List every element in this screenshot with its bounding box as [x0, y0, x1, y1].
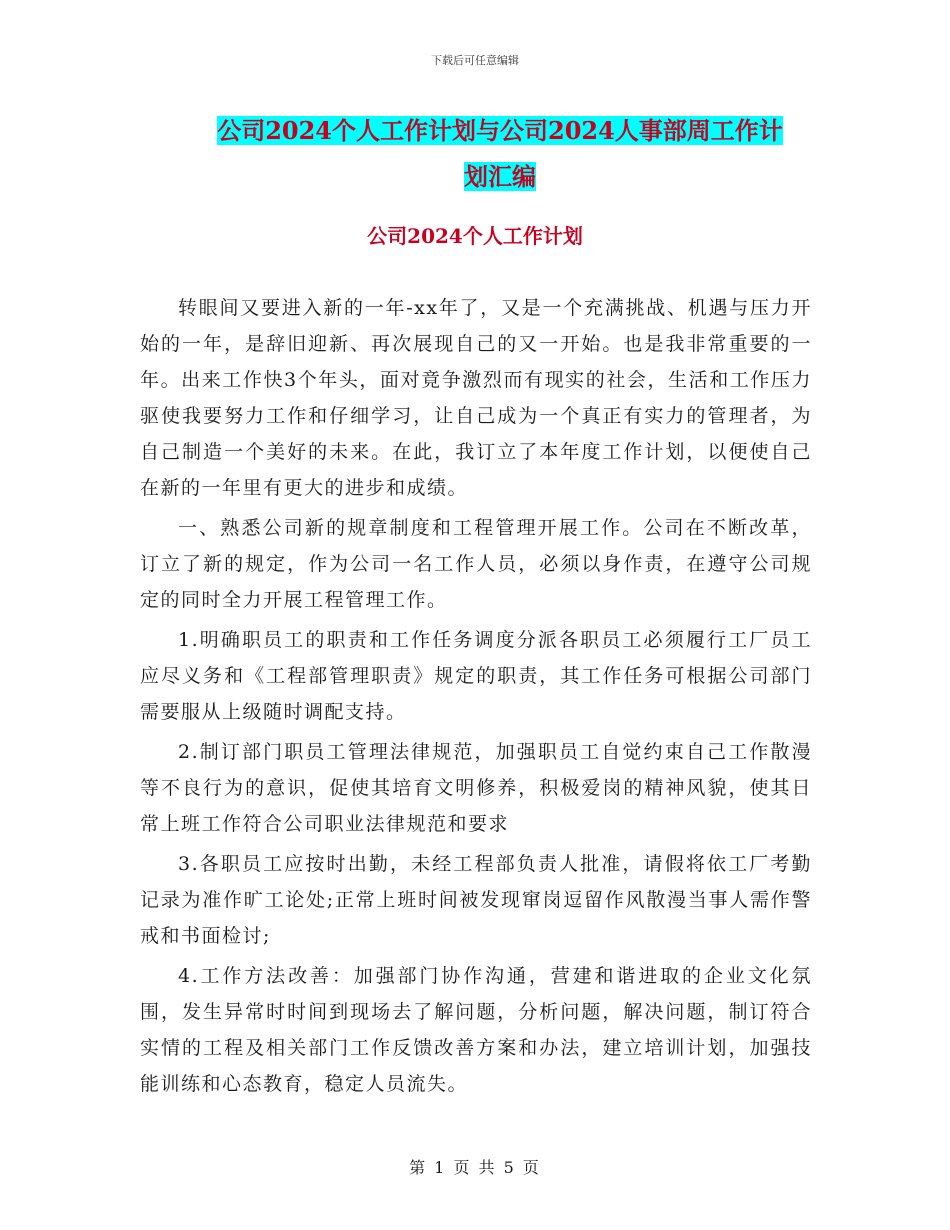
document-title-line1: 公司2024个人工作计划与公司2024人事部周工作计	[217, 116, 783, 145]
section-heading: 公司2024个人工作计划	[367, 224, 583, 248]
paragraph-item-3: 3.各职员工应按时出勤，未经工程部负责人批准，请假将依工厂考勤记录为准作旷工论处;正常上班时间被发现窜岗逗留作风散漫当事人需作警戒和书面检讨;	[140, 853, 812, 947]
paragraph-item-2: 2.制订部门职员工管理法律规范，加强职员工自觉约束自己工作散漫等不良行为的意识，促使其培育文明修养，积极爱岗的精神风貌，使其日常上班工作符合公司职业法律规范和要求	[140, 741, 812, 835]
paragraph-item-4: 4.工作方法改善：加强部门协作沟通，营建和谐进取的企业文化氛围，发生异常时时间到现场去了解问题，分析问题，解决问题，制订符合实情的工程及相关部门工作反馈改善方案和办法，建立培训计划，加强技能训练和心态教育，稳定人员流失。	[140, 965, 812, 1095]
page-header-note: 下载后可任意编辑	[431, 54, 519, 67]
page-number-footer: 第 1 页 共 5 页	[409, 1158, 541, 1177]
document-title	[190, 108, 810, 200]
document-title-line2: 划汇编	[464, 162, 536, 191]
paragraph-item-1: 1.明确职员工的职责和工作任务调度分派各职员工必须履行工厂员工应尽义务和《工程部管理职责》规定的职责，其工作任务可根据公司部门需要服从上级随时调配支持。	[140, 629, 812, 723]
paragraph-point-one: 一、熟悉公司新的规章制度和工程管理开展工作。公司在不断改革，订立了新的规定，作为公司一名工作人员，必须以身作责，在遵守公司规定的同时全力开展工程管理工作。	[140, 517, 812, 611]
paragraph-intro: 转眼间又要进入新的一年-xx年了，又是一个充满挑战、机遇与压力开始的一年，是辞旧迎新、再次展现自己的又一开始。也是我非常重要的一年。出来工作快3个年头，面对竟争激烈而有现实的社会，生活和工作压力驱使我要努力工作和仔细学习，让自己成为一个真正有实力的管理者，为自己制造一个美好的未来。在此，我订立了本年度工作计划，以便使自己在新的一年里有更大的进步和成绩。	[140, 297, 812, 499]
document-body	[140, 290, 812, 1106]
